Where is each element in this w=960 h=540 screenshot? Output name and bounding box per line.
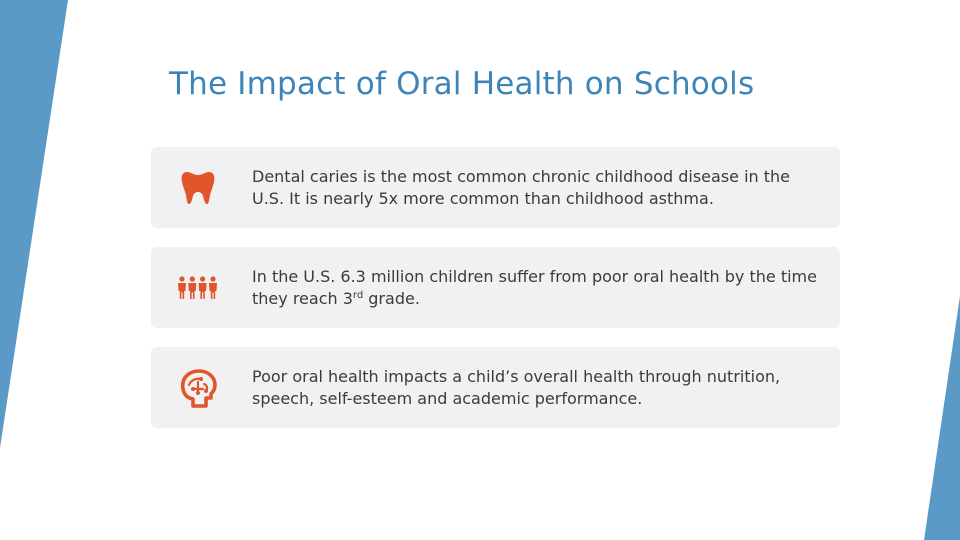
card-text: Dental caries is the most common chronic childhood disease in the U.S. It is nearly 5x more common than childhood asthma. [252, 167, 791, 208]
card-text: Poor oral health impacts a child’s overall health through nutrition, speech, self-esteem and academic performance. [252, 367, 781, 408]
slide-title: The Impact of Oral Health on Schools [169, 66, 755, 102]
info-card-children-oral-health [151, 247, 840, 328]
card-text [252, 266, 822, 310]
card-text-main: In the U.S. 6.3 million children suffer from poor oral health by the time they reach 3 [252, 267, 817, 308]
children-group-icon [175, 265, 221, 311]
info-card-overall-health [151, 347, 840, 428]
tooth-icon [175, 165, 221, 211]
head-brain-icon [175, 365, 221, 411]
info-card-dental-caries [151, 147, 840, 228]
ordinal-suffix: rd [352, 290, 364, 301]
left-accent-band [0, 0, 68, 448]
right-accent-band [924, 296, 960, 540]
card-text-end: grade. [363, 289, 420, 308]
